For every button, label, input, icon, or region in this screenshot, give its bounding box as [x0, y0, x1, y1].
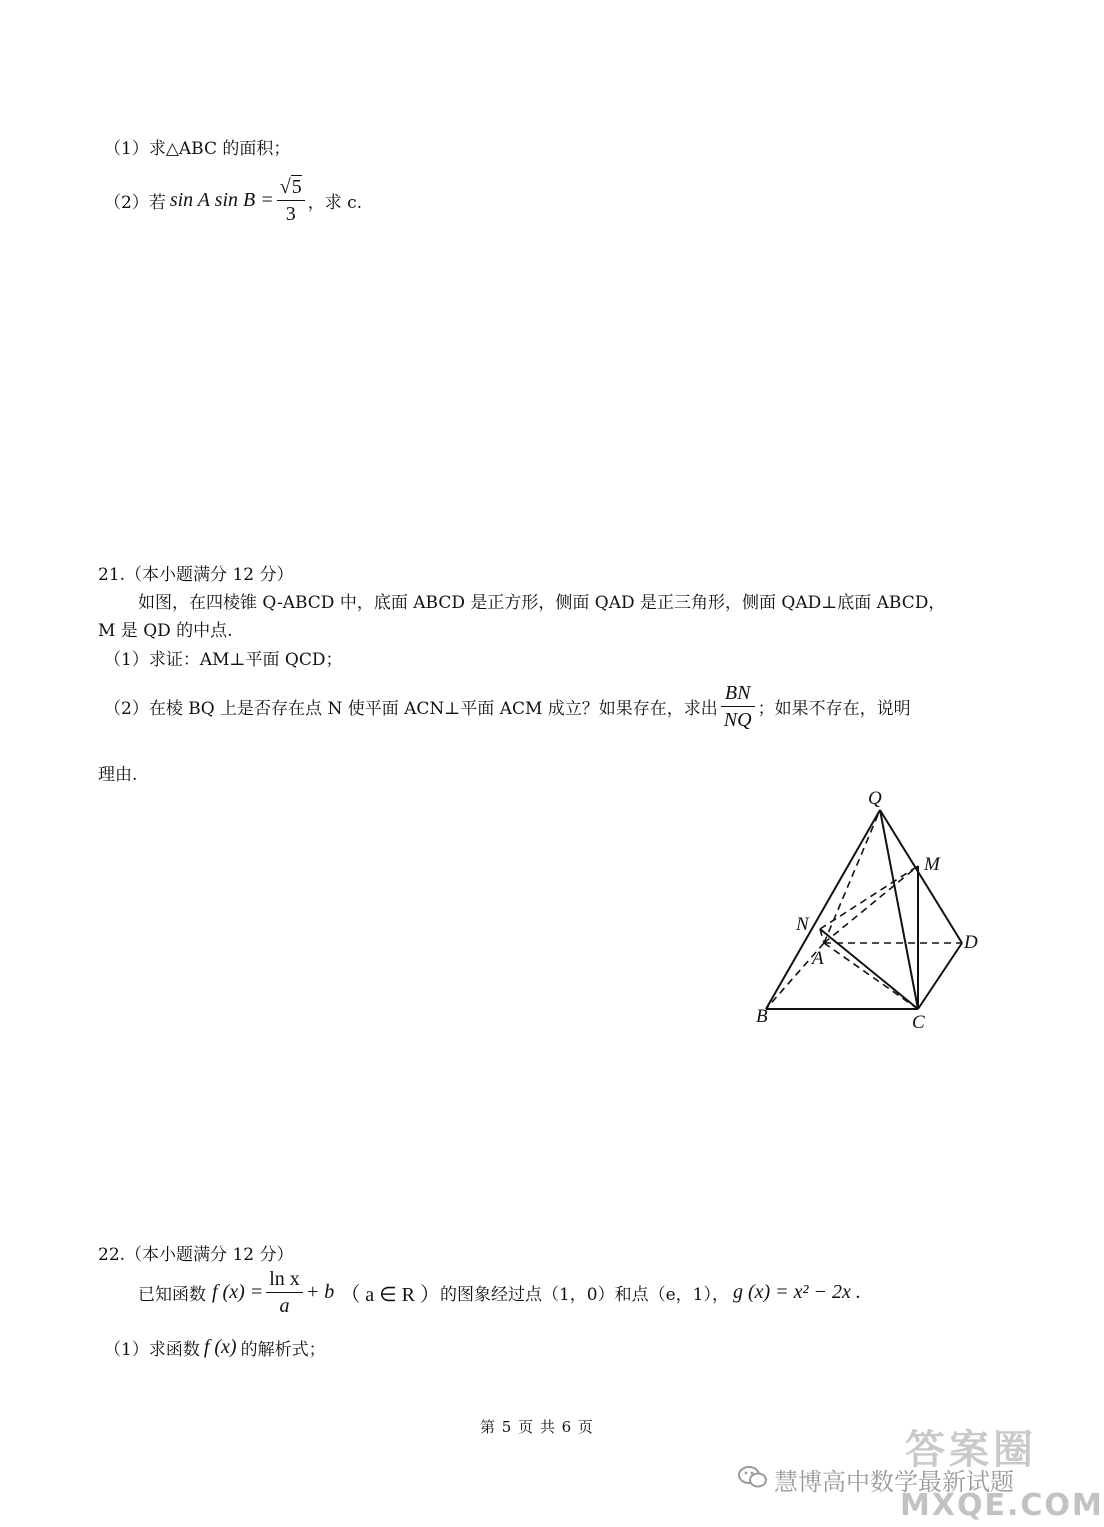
- q21-part2: [104, 682, 911, 731]
- q22-part1-prefix: （1）求函数: [104, 1340, 200, 1360]
- q22-stem-f: f (x) =: [212, 1281, 264, 1303]
- q21-stem-line2: M 是 QD 的中点.: [98, 621, 233, 641]
- page-footer: 第 5 页 共 6 页: [480, 1418, 594, 1436]
- q22-stem-domain: （ a ∈ R ）: [340, 1284, 440, 1306]
- q22-header: 22.（本小题满分 12 分）: [98, 1245, 294, 1265]
- label-D: D: [964, 932, 978, 953]
- q21-header: 21.（本小题满分 12 分）: [98, 565, 294, 585]
- watermark-logo: 答案圈: [905, 1427, 1037, 1473]
- q21-part2-numerator: BN: [721, 682, 755, 707]
- pyramid-figure: [750, 780, 990, 1033]
- label-Q: Q: [868, 788, 882, 809]
- q21-part2-line2: 理由.: [98, 765, 138, 785]
- q20-part2-denominator: 3: [285, 203, 296, 225]
- q22-stem-numerator: ln x: [266, 1268, 303, 1293]
- edge-AQ: [824, 810, 880, 943]
- q20-part2-suffix: ，求 c.: [307, 193, 363, 213]
- q22-stem-middle: 的图象经过点（1，0）和点（e，1），: [439, 1285, 729, 1305]
- wechat-icon: [738, 1464, 768, 1496]
- q20-part2-sin-expr: sin A sin B =: [169, 189, 274, 211]
- q20-part2-numerator: 5: [291, 176, 302, 198]
- q21-stem-line1: 如图，在四棱锥 Q-ABCD 中，底面 ABCD 是正方形，侧面 QAD 是正三角形，侧面 QAD⊥底面 ABCD，: [138, 593, 946, 613]
- q21-part2-suffix: ；如果不存在，说明: [757, 699, 911, 719]
- label-M: M: [924, 854, 940, 875]
- segment-NC: [820, 929, 918, 1009]
- q22-stem: [138, 1268, 861, 1317]
- q22-stem-prefix: 已知函数: [138, 1285, 206, 1305]
- q21-part2-prefix: （2）在棱 BQ 上是否存在点 N 使平面 ACN⊥平面 ACM 成立？如果存在，求出: [104, 699, 718, 719]
- q22-part1-suffix: 的解析式；: [240, 1340, 326, 1360]
- q20-part1: （1）求△ABC 的面积；: [104, 139, 291, 159]
- q22-stem-g: g (x) = x² − 2x .: [732, 1281, 861, 1303]
- label-N: N: [796, 914, 809, 935]
- label-C: C: [912, 1012, 925, 1033]
- label-B: B: [756, 1006, 768, 1027]
- watermark-account-name: 慧博高中数学最新试题: [774, 1468, 1014, 1496]
- q21-part2-fraction: [721, 682, 755, 731]
- q22-stem-denominator: a: [279, 1295, 290, 1317]
- q22-part1: [104, 1335, 326, 1360]
- segment-AC: [824, 943, 918, 1009]
- q22-stem-fraction: [266, 1268, 303, 1317]
- q22-stem-plus-b: + b: [305, 1281, 335, 1303]
- q21-part2-denominator: NQ: [723, 709, 752, 731]
- q20-part2-prefix: （2）若: [104, 193, 166, 213]
- segment-NM: [820, 866, 918, 929]
- edge-QB: [766, 810, 880, 1009]
- q20-part2-fraction: $\frac{√5}{3}$: [277, 176, 305, 225]
- watermark-site: MXQE.COM: [900, 1488, 1104, 1523]
- edge-CD: [918, 943, 962, 1009]
- q22-part1-f: f (x): [203, 1336, 237, 1358]
- q21-part1: （1）求证：AM⊥平面 QCD；: [104, 650, 343, 670]
- q20-part2: [104, 176, 362, 225]
- label-A: A: [812, 948, 824, 969]
